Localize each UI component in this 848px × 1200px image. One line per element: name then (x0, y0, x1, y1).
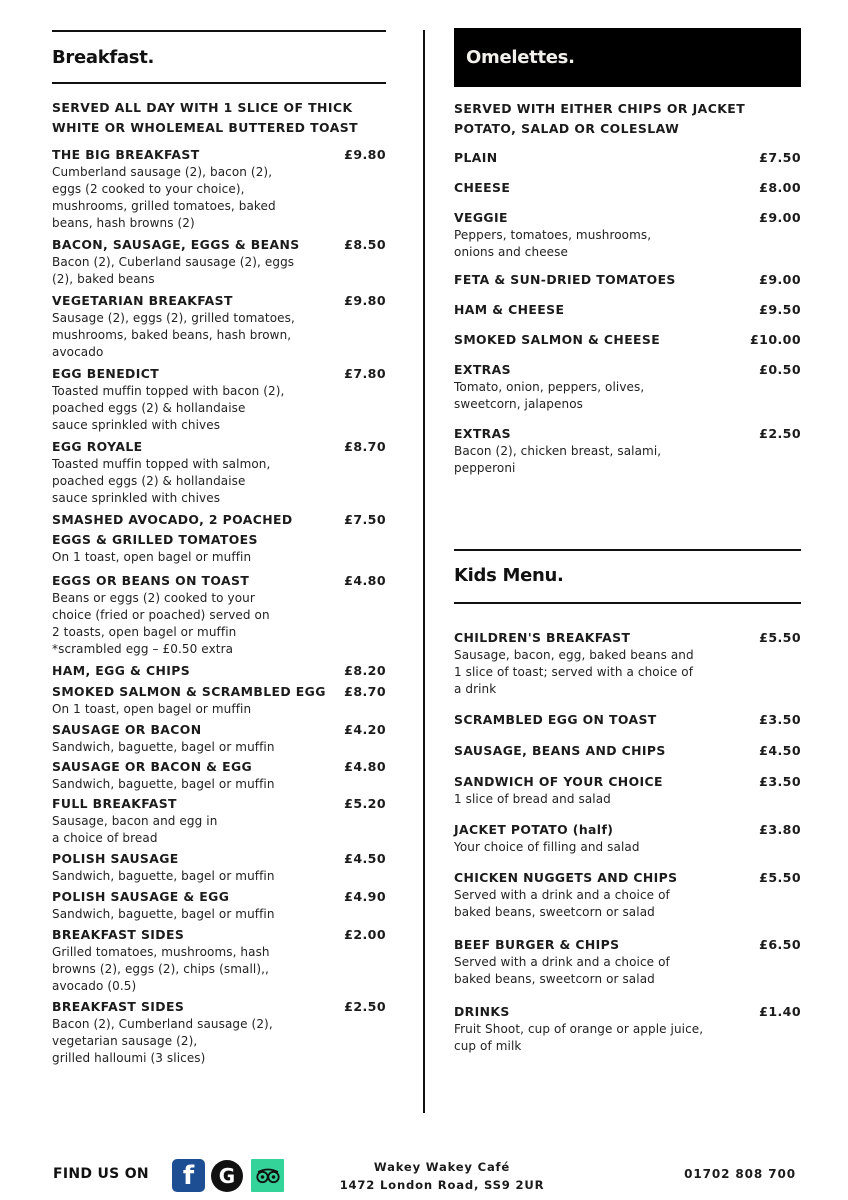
menu-item-description: Served with a drink and a choice of (454, 955, 670, 969)
menu-item-price: £5.50 (759, 870, 801, 885)
menu-item (454, 711, 801, 729)
menu-item-name: PLAIN (454, 150, 498, 165)
menu-item (454, 742, 801, 760)
cafe-address (330, 1158, 554, 1194)
menu-item-price: £4.20 (344, 722, 386, 737)
menu-item-text (52, 926, 344, 995)
column-divider (423, 30, 425, 1113)
cafe-name: Wakey Wakey Café (373, 1160, 511, 1174)
menu-item-description: (2), baked beans (52, 272, 155, 286)
menu-item-description: choice (fried or poached) served on (52, 608, 270, 622)
menu-item-name: FETA & SUN-DRIED TOMATOES (454, 272, 676, 287)
menu-item-description: Your choice of filling and salad (454, 840, 640, 854)
menu-item-text (52, 511, 344, 566)
find-us-label: FIND US ON (53, 1166, 149, 1182)
menu-item-description: sauce sprinkled with chives (52, 418, 221, 432)
menu-item (454, 179, 801, 197)
menu-item-text (52, 236, 344, 288)
kids-section (454, 549, 801, 1055)
menu-item-description: mushrooms, baked beans, hash brown, (52, 328, 292, 342)
google-icon[interactable] (211, 1160, 243, 1192)
menu-item-price: £9.80 (344, 147, 386, 162)
menu-item (52, 888, 386, 923)
omelettes-title: Omelettes. (466, 47, 575, 68)
facebook-glyph: f (182, 1160, 195, 1191)
section-rule (52, 82, 386, 84)
menu-item-price: £6.50 (759, 937, 801, 952)
menu-item-price: £7.50 (759, 150, 801, 165)
menu-item-name: CHILDREN'S BREAKFAST (454, 630, 631, 645)
menu-item-name: CHICKEN NUGGETS AND CHIPS (454, 870, 678, 885)
menu-item-name: SCRAMBLED EGG ON TOAST (454, 712, 657, 727)
menu-item-name: BREAKFAST SIDES (52, 999, 185, 1014)
menu-item-text (52, 850, 344, 885)
menu-item-price: £8.50 (344, 237, 386, 252)
tripadvisor-icon[interactable] (251, 1159, 284, 1192)
menu-item-description: Tomato, onion, peppers, olives, (454, 380, 645, 394)
menu-item-text (454, 936, 759, 988)
menu-item-price: £10.00 (750, 332, 801, 347)
menu-item-description: cup of milk (454, 1039, 522, 1053)
menu-item-description: Sausage, bacon, egg, baked beans and (454, 648, 694, 662)
menu-item-text (454, 301, 759, 319)
menu-item (52, 795, 386, 847)
section-rule (454, 602, 801, 604)
menu-item-description: Peppers, tomatoes, mushrooms, (454, 228, 652, 242)
menu-item-description: vegetarian sausage (2), (52, 1034, 198, 1048)
menu-item-description: Grilled tomatoes, mushrooms, hash (52, 945, 270, 959)
menu-item-name: CHEESE (454, 180, 511, 195)
menu-item-price: £9.00 (759, 210, 801, 225)
menu-item-name: JACKET POTATO (half) (454, 822, 614, 837)
menu-item-name: EGG BENEDICT (52, 366, 160, 381)
menu-item-description: On 1 toast, open bagel or muffin (52, 702, 252, 716)
menu-item-name: POLISH SAUSAGE (52, 851, 179, 866)
menu-item-price: £4.50 (759, 743, 801, 758)
menu-item-price: £7.80 (344, 366, 386, 381)
google-glyph: G (218, 1164, 236, 1188)
menu-item (52, 998, 386, 1067)
menu-item-name: EXTRAS (454, 426, 511, 441)
menu-item (52, 438, 386, 507)
menu-item-description: Bacon (2), chicken breast, salami, (454, 444, 662, 458)
menu-item-text (454, 742, 759, 760)
omelettes-header (454, 28, 801, 87)
menu-item-text (52, 998, 344, 1067)
right-column (454, 28, 801, 1053)
cafe-street: 1472 London Road, SS9 2UR (339, 1178, 545, 1192)
menu-item-text (454, 209, 759, 261)
menu-item-text (454, 1003, 759, 1055)
menu-item-description: a choice of bread (52, 831, 158, 845)
menu-item-price: £8.70 (344, 684, 386, 699)
menu-item-price: £4.80 (344, 573, 386, 588)
menu-item-description: Sausage, bacon and egg in (52, 814, 218, 828)
menu-item-text (454, 425, 759, 477)
menu-item (52, 850, 386, 885)
menu-item-name-continued: EGGS & GRILLED TOMATOES (52, 532, 258, 547)
menu-item-description: a drink (454, 682, 497, 696)
menu-item-price: £5.50 (759, 630, 801, 645)
menu-item-text (52, 683, 344, 718)
menu-item-description: Bacon (2), Cumberland sausage (2), (52, 1017, 273, 1031)
menu-item-description: *scrambled egg – £0.50 extra (52, 642, 234, 656)
breakfast-items (52, 146, 386, 1067)
menu-item (52, 365, 386, 434)
menu-item-name: EXTRAS (454, 362, 511, 377)
menu-item-description: Cumberland sausage (2), bacon (2), (52, 165, 273, 179)
menu-item-name: SAUSAGE OR BACON (52, 722, 202, 737)
menu-item-text (454, 773, 759, 808)
menu-item (454, 331, 801, 349)
menu-item-name: SMASHED AVOCADO, 2 POACHED (52, 512, 293, 527)
menu-item-text (52, 721, 344, 756)
omelettes-items (454, 149, 801, 477)
menu-item-price: £3.80 (759, 822, 801, 837)
menu-item-name: HAM, EGG & CHIPS (52, 663, 191, 678)
menu-item-text (52, 572, 344, 658)
menu-item-price: £2.50 (759, 426, 801, 441)
menu-item-name: VEGETARIAN BREAKFAST (52, 293, 233, 308)
menu-item (454, 271, 801, 289)
menu-item-price: £4.50 (344, 851, 386, 866)
menu-item-price: £0.50 (759, 362, 801, 377)
menu-item-name: SMOKED SALMON & SCRAMBLED EGG (52, 684, 326, 699)
menu-item (454, 1003, 801, 1055)
menu-item-description: Served with a drink and a choice of (454, 888, 670, 902)
menu-item-description: 1 slice of toast; served with a choice of (454, 665, 694, 679)
menu-item-price: £7.50 (344, 512, 386, 527)
menu-item-text (454, 361, 759, 413)
menu-item-text (454, 869, 759, 921)
menu-item (52, 662, 386, 680)
menu-item (52, 292, 386, 361)
breakfast-intro: SERVED ALL DAY WITH 1 SLICE OF THICK WHITE OR WHOLEMEAL BUTTERED TOAST (52, 100, 359, 135)
menu-item (454, 149, 801, 167)
menu-item-text (454, 821, 759, 856)
menu-item-description: Sandwich, baguette, bagel or muffin (52, 777, 275, 791)
menu-item-description: Sandwich, baguette, bagel or muffin (52, 869, 275, 883)
menu-item-price: £8.00 (759, 180, 801, 195)
menu-item-text (52, 795, 344, 847)
footer (0, 1155, 848, 1200)
menu-item (454, 301, 801, 319)
menu-item-name: POLISH SAUSAGE & EGG (52, 889, 230, 904)
menu-item-text (52, 365, 344, 434)
menu-item (454, 936, 801, 988)
menu-item-text (454, 271, 759, 289)
menu-item-description: browns (2), eggs (2), chips (small),, (52, 962, 269, 976)
menu-item-name: SAUSAGE, BEANS AND CHIPS (454, 743, 666, 758)
menu-item-description: Sandwich, baguette, bagel or muffin (52, 907, 275, 921)
kids-items (454, 629, 801, 1055)
menu-item-price: £8.20 (344, 663, 386, 678)
menu-item-name: DRINKS (454, 1004, 510, 1019)
menu-item-description: baked beans, sweetcorn or salad (454, 972, 655, 986)
menu-item-description: grilled halloumi (3 slices) (52, 1051, 206, 1065)
menu-item-description: poached eggs (2) & hollandaise (52, 401, 246, 415)
menu-item-description: poached eggs (2) & hollandaise (52, 474, 246, 488)
menu-item-price: £9.00 (759, 272, 801, 287)
menu-item-text (52, 758, 344, 793)
menu-item-text (52, 888, 344, 923)
menu-item-price: £3.50 (759, 774, 801, 789)
menu-item-price: £2.50 (344, 999, 386, 1014)
menu-item-name: BEEF BURGER & CHIPS (454, 937, 620, 952)
menu-item-price: £4.80 (344, 759, 386, 774)
menu-item-text (454, 331, 750, 349)
menu-item (52, 758, 386, 793)
menu-item-price: £4.90 (344, 889, 386, 904)
menu-item (52, 683, 386, 718)
menu-item-text (52, 438, 344, 507)
menu-item-name: FULL BREAKFAST (52, 796, 177, 811)
menu-item-price: £9.80 (344, 293, 386, 308)
menu-item-text (454, 179, 759, 197)
menu-item-text (52, 662, 344, 680)
facebook-icon[interactable] (172, 1159, 205, 1192)
menu-item-name: SANDWICH OF YOUR CHOICE (454, 774, 663, 789)
menu-item-name: SAUSAGE OR BACON & EGG (52, 759, 253, 774)
menu-item (52, 572, 386, 658)
menu-item-text (52, 146, 344, 232)
menu-item-name: SMOKED SALMON & CHEESE (454, 332, 661, 347)
menu-item (454, 425, 801, 477)
kids-title: Kids Menu. (454, 565, 564, 586)
menu-item-description: beans, hash browns (2) (52, 216, 195, 230)
menu-item-text (454, 629, 759, 698)
menu-item-description: Bacon (2), Cuberland sausage (2), eggs (52, 255, 295, 269)
menu-item-description: Beans or eggs (2) cooked to your (52, 591, 255, 605)
menu-item-text (454, 711, 759, 729)
menu-item-description: baked beans, sweetcorn or salad (454, 905, 655, 919)
menu-item-description: mushrooms, grilled tomatoes, baked (52, 199, 276, 213)
menu-item-text (454, 149, 759, 167)
menu-item (454, 361, 801, 413)
menu-item-name: THE BIG BREAKFAST (52, 147, 200, 162)
menu-item (454, 209, 801, 261)
menu-item-name: BREAKFAST SIDES (52, 927, 185, 942)
menu-item-name: EGG ROYALE (52, 439, 143, 454)
menu-item-price: £5.20 (344, 796, 386, 811)
menu-item (52, 146, 386, 232)
menu-item-description: onions and cheese (454, 245, 568, 259)
menu-item-price: £8.70 (344, 439, 386, 454)
breakfast-title: Breakfast. (52, 47, 155, 68)
menu-item-name: VEGGIE (454, 210, 508, 225)
menu-item (52, 926, 386, 995)
tripadvisor-owl-icon (255, 1168, 281, 1184)
phone-number: 01702 808 700 (684, 1167, 796, 1181)
menu-item (52, 511, 386, 566)
menu-item-description: Fruit Shoot, cup of orange or apple juice, (454, 1022, 704, 1036)
menu-item-description: Toasted muffin topped with bacon (2), (52, 384, 285, 398)
menu-item-price: £9.50 (759, 302, 801, 317)
menu-item-description: avocado (52, 345, 104, 359)
menu-item (454, 773, 801, 808)
menu-item (52, 721, 386, 756)
menu-item (454, 629, 801, 698)
menu-item (52, 236, 386, 288)
menu-item-description: Toasted muffin topped with salmon, (52, 457, 271, 471)
breakfast-section (52, 30, 386, 1067)
menu-item-description: avocado (0.5) (52, 979, 137, 993)
menu-item-description: eggs (2 cooked to your choice), (52, 182, 245, 196)
omelettes-intro: SERVED WITH EITHER CHIPS OR JACKET POTATO, SALAD OR COLESLAW (454, 101, 746, 136)
menu-item-name: HAM & CHEESE (454, 302, 565, 317)
menu-item-description: 2 toasts, open bagel or muffin (52, 625, 237, 639)
menu-item-description: 1 slice of bread and salad (454, 792, 611, 806)
menu-item-price: £2.00 (344, 927, 386, 942)
menu-item-description: sauce sprinkled with chives (52, 491, 221, 505)
menu-item-price: £1.40 (759, 1004, 801, 1019)
menu-item (454, 821, 801, 856)
menu-item-name: EGGS OR BEANS ON TOAST (52, 573, 250, 588)
menu-item-price: £3.50 (759, 712, 801, 727)
menu-item-name: BACON, SAUSAGE, EGGS & BEANS (52, 237, 300, 252)
menu-item-description: Sausage (2), eggs (2), grilled tomatoes, (52, 311, 295, 325)
menu-item (454, 869, 801, 921)
menu-item-text (52, 292, 344, 361)
menu-item-description: sweetcorn, jalapenos (454, 397, 584, 411)
menu-item-description: Sandwich, baguette, bagel or muffin (52, 740, 275, 754)
menu-item-description: On 1 toast, open bagel or muffin (52, 550, 252, 564)
menu-item-description: pepperoni (454, 461, 516, 475)
